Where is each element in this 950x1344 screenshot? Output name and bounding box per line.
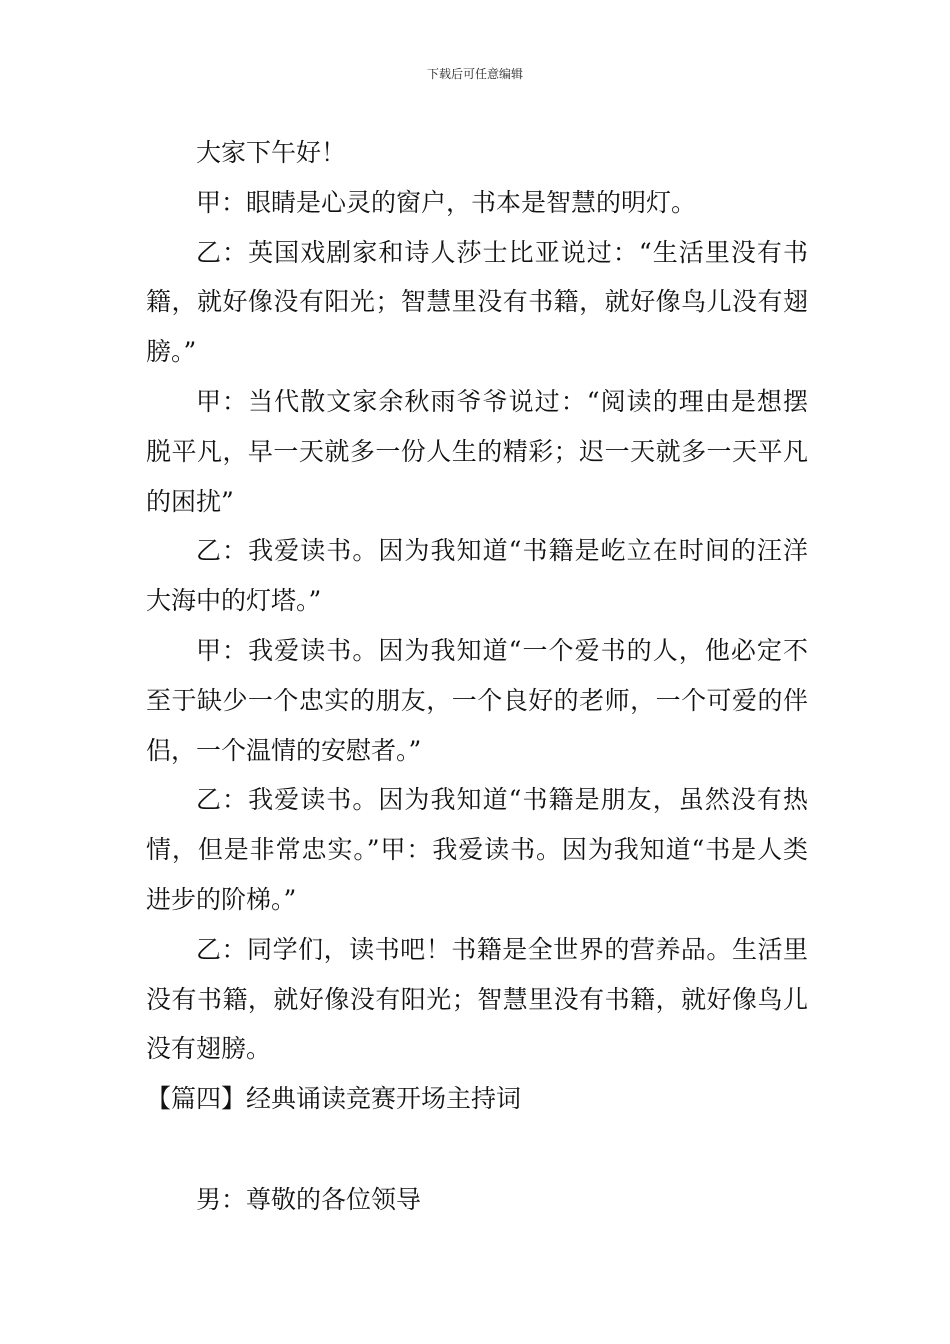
paragraph-dialogue: 乙：同学们，读书吧！书籍是全世界的营养品。生活里没有书籍，就好像没有阳光；智慧里没有书籍，就好像鸟儿没有翅膀。 (146, 934, 808, 1064)
page-header: 下载后可任意编辑 (426, 67, 523, 81)
document-body (146, 128, 808, 1225)
paragraph-dialogue: 乙：英国戏剧家和诗人莎士比亚说过：“生活里没有书籍，就好像没有阳光；智慧里没有书籍，就好像鸟儿没有翅膀。” (146, 237, 808, 367)
paragraph-dialogue: 甲：我爱读书。因为我知道“一个爱书的人，他必定不至于缺少一个忠实的朋友，一个良好的老师，一个可爱的伴侣，一个温情的安慰者。” (146, 635, 808, 765)
paragraph-dialogue: 乙：我爱读书。因为我知道“书籍是屹立在时间的汪洋大海中的灯塔。” (146, 536, 808, 616)
paragraph-dialogue: 乙：我爱读书。因为我知道“书籍是朋友，虽然没有热情，但是非常忠实。”甲：我爱读书。因为我知道“书是人类进步的阶梯。” (146, 785, 808, 914)
spacer (146, 1124, 808, 1175)
paragraph-dialogue: 甲：眼睛是心灵的窗户，书本是智慧的明灯。 (196, 187, 697, 217)
paragraph-dialogue: 甲：当代散文家余秋雨爷爷说过：“阅读的理由是想摆脱平凡，早一天就多一份人生的精彩；迟一天就多一天平凡的困扰” (146, 386, 808, 516)
section-heading: 【篇四】经典诵读竞赛开场主持词 (146, 1084, 522, 1114)
paragraph-closing: 男：尊敬的各位领导 (196, 1184, 422, 1214)
paragraph-greeting: 大家下午好！ (196, 138, 347, 167)
